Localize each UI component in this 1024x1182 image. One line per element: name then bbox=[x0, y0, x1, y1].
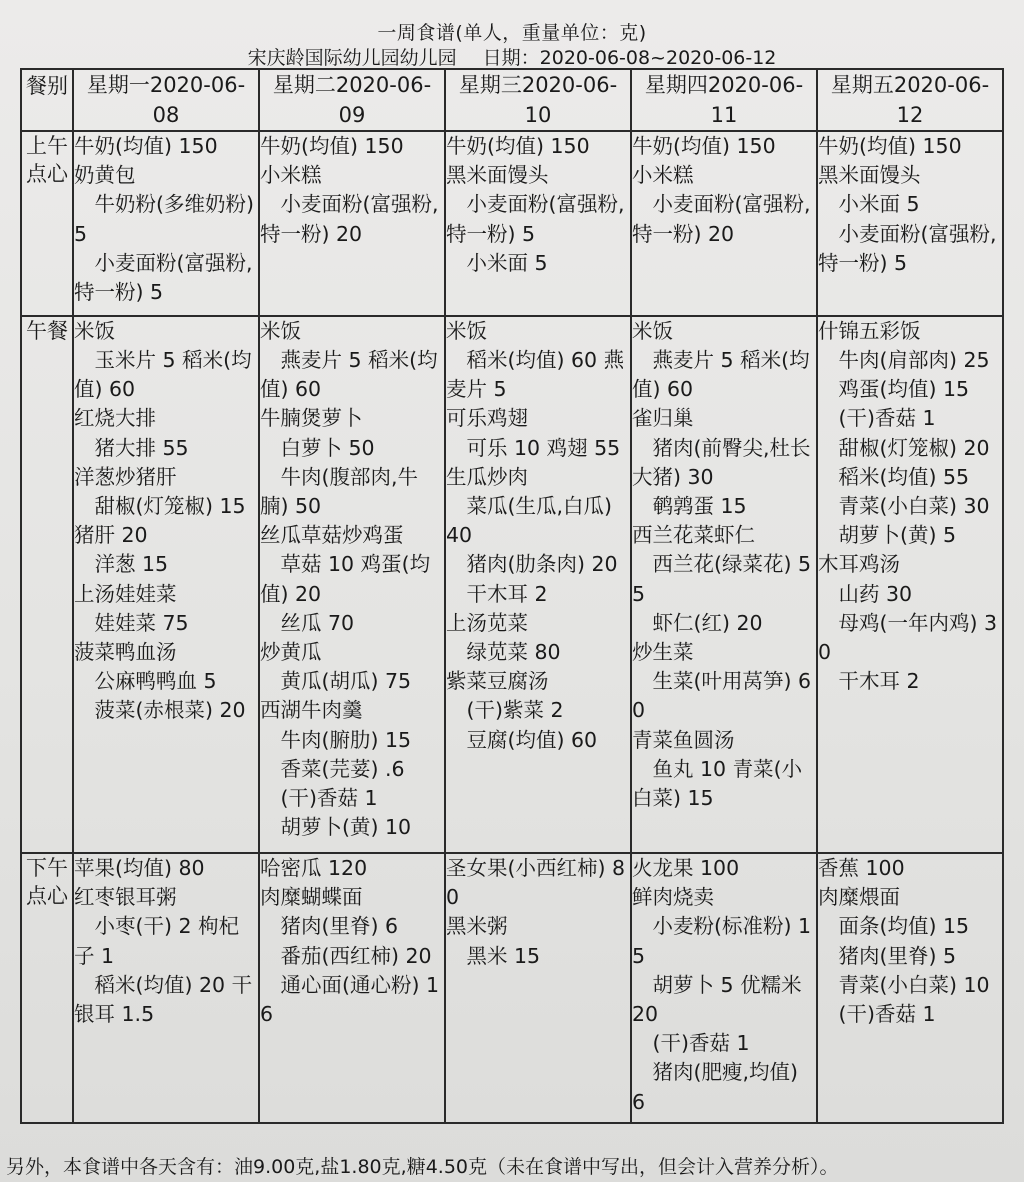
page-title: 一周食谱(单人，重量单位：克) bbox=[377, 22, 647, 44]
menu-cell bbox=[73, 131, 259, 316]
ingredient-item: 牛肉(腹部肉,牛腩) 50 bbox=[260, 464, 419, 518]
ingredient-item: 青菜(小白菜) 10 bbox=[838, 972, 990, 997]
ingredient-item: 稻米(均值) 55 bbox=[838, 464, 970, 489]
dish-item: 肉糜煨面 bbox=[818, 885, 900, 910]
ingredient-item: 胡萝卜 5 优糯米 20 bbox=[632, 972, 809, 1026]
ingredient-item: (干)香菇 1 bbox=[838, 1001, 936, 1026]
menu-cell bbox=[631, 316, 817, 853]
ingredient-item: (干)香菇 1 bbox=[838, 406, 936, 431]
ingredient-item: 燕麦片 5 稻米(均值) 60 bbox=[260, 347, 438, 402]
ingredient-item: 通心面(通心粉) 16 bbox=[260, 972, 440, 1026]
ingredient-item: 猪肉(里脊) 6 bbox=[280, 914, 399, 939]
ingredient-item: 丝瓜 70 bbox=[280, 610, 355, 635]
ingredient-item: 面条(均值) 15 bbox=[838, 914, 970, 939]
dish-item: 黑米面馒头 bbox=[446, 163, 549, 188]
dish-item: 牛奶(均值) 150 bbox=[260, 134, 404, 158]
dish-item: 紫菜豆腐汤 bbox=[446, 669, 549, 694]
ingredient-item: 香菜(芫荽) .6 bbox=[280, 756, 405, 781]
ingredient-item: 猪肉(肋条肉) 20 bbox=[466, 552, 618, 577]
ingredient-item: 黑米 15 bbox=[466, 943, 541, 968]
day-suffix: 12 bbox=[896, 103, 924, 127]
ingredient-item: 牛奶粉(多维奶粉) 5 bbox=[74, 192, 261, 246]
dish-item: 红枣银耳粥 bbox=[74, 885, 177, 910]
dish-item: 生瓜炒肉 bbox=[446, 464, 528, 489]
ingredient-item: 小米面 5 bbox=[838, 192, 920, 217]
dish-item: 上汤娃娃菜 bbox=[74, 581, 177, 606]
ingredient-item: 豆腐(均值) 60 bbox=[466, 727, 598, 752]
ingredient-item: 稻米(均值) 60 燕麦片 5 bbox=[446, 347, 625, 402]
ingredient-item: 牛肉(肩部肉) 25 bbox=[838, 347, 990, 372]
header-row bbox=[21, 69, 1003, 131]
dish-item: 牛奶(均值) 150 bbox=[632, 134, 776, 158]
ingredient-item: 菜瓜(生瓜,白瓜) 40 bbox=[446, 493, 619, 548]
dish-item: 黑米粥 bbox=[446, 914, 508, 939]
day-header-fri bbox=[817, 69, 1003, 131]
ingredient-item: 母鸡(一年内鸡) 30 bbox=[818, 610, 998, 664]
meal-label: 午餐 bbox=[21, 316, 73, 853]
ingredient-item: 鸡蛋(均值) 15 bbox=[838, 377, 970, 402]
dish-item: 小米糕 bbox=[260, 163, 322, 188]
menu-cell bbox=[817, 131, 1003, 316]
day-name: 星期四2020-06- bbox=[644, 73, 804, 97]
menu-body bbox=[21, 131, 1003, 1123]
menu-cell bbox=[817, 316, 1003, 853]
ingredient-item: 猪肉(肥瘦,均值) 6 bbox=[632, 1060, 805, 1114]
dish-item: 上汤苋菜 bbox=[446, 610, 528, 635]
ingredient-item: 小麦面粉(富强粉,特一粉) 5 bbox=[446, 192, 625, 246]
ingredient-item: 公麻鸭鸭血 5 bbox=[94, 669, 217, 694]
ingredient-item: 洋葱 15 bbox=[94, 552, 169, 577]
dish-item: 苹果(均值) 80 bbox=[74, 855, 205, 880]
day-name: 星期三2020-06- bbox=[458, 73, 618, 97]
dish-item: 小米糕 bbox=[632, 163, 694, 188]
ingredient-item: 黄瓜(胡瓜) 75 bbox=[280, 669, 412, 694]
dish-item: 炒生菜 bbox=[632, 639, 694, 664]
meal-row bbox=[21, 316, 1003, 853]
ingredient-item: 小麦面粉(富强粉,特一粉) 5 bbox=[818, 221, 997, 275]
dish-item: 丝瓜草菇炒鸡蛋 bbox=[260, 523, 404, 548]
ingredient-item: 草菇 10 鸡蛋(均值) 20 bbox=[260, 552, 431, 606]
dish-item: 哈密瓜 120 bbox=[260, 855, 368, 880]
dish-item: 奶黄包 bbox=[74, 163, 136, 188]
ingredient-item: 胡萝卜(黄) 10 bbox=[280, 815, 412, 840]
day-suffix: 10 bbox=[524, 103, 552, 127]
menu-cell bbox=[259, 853, 445, 1123]
day-name: 星期二2020-06- bbox=[272, 73, 432, 97]
dish-item: 米饭 bbox=[74, 318, 115, 343]
day-header-mon bbox=[73, 69, 259, 131]
menu-cell bbox=[631, 853, 817, 1123]
dish-item: 青菜鱼圆汤 bbox=[632, 727, 735, 752]
dish-item: 米饭 bbox=[260, 318, 301, 343]
dish-item: 什锦五彩饭 bbox=[818, 318, 921, 343]
dish-item: 西兰花菜虾仁 bbox=[632, 523, 755, 548]
date-range: 日期：2020-06-08~2020-06-12 bbox=[482, 47, 777, 69]
dish-item: 米饭 bbox=[446, 318, 487, 343]
ingredient-item: 菠菜(赤根菜) 20 bbox=[94, 698, 246, 723]
ingredient-item: 胡萝卜(黄) 5 bbox=[838, 523, 957, 548]
ingredient-item: (干)紫菜 2 bbox=[466, 698, 564, 723]
ingredient-item: 鱼丸 10 青菜(小白菜) 15 bbox=[632, 756, 803, 810]
day-suffix: 11 bbox=[710, 103, 738, 127]
ingredient-item: 绿苋菜 80 bbox=[466, 639, 561, 664]
ingredient-item: 虾仁(红) 20 bbox=[652, 610, 763, 635]
meal-row bbox=[21, 853, 1003, 1123]
dish-item: 炒黄瓜 bbox=[260, 639, 322, 664]
dish-item: 木耳鸡汤 bbox=[818, 552, 900, 577]
ingredient-item: 甜椒(灯笼椒) 20 bbox=[838, 435, 990, 460]
ingredient-item: 猪肉(里脊) 5 bbox=[838, 943, 957, 968]
ingredient-item: 小麦面粉(富强粉,特一粉) 20 bbox=[632, 192, 811, 246]
subtitle bbox=[0, 43, 1024, 70]
school-name: 宋庆龄国际幼儿园幼儿园 bbox=[247, 47, 457, 69]
dish-item: 香蕉 100 bbox=[818, 855, 905, 880]
ingredient-item: 山药 30 bbox=[838, 581, 913, 606]
ingredient-item: 牛肉(腑肋) 15 bbox=[280, 727, 412, 752]
footer-note: 另外，本食谱中各天含有：油9.00克,盐1.80克,糖4.50克（未在食谱中写出，但会计入营养分析）。 bbox=[6, 1156, 839, 1178]
dish-item: 牛奶(均值) 150 bbox=[74, 134, 218, 158]
meal-column-header: 餐别 bbox=[21, 69, 73, 131]
ingredient-item: 鹌鹑蛋 15 bbox=[652, 493, 747, 518]
dish-item: 红烧大排 bbox=[74, 406, 156, 431]
ingredient-item: 小米面 5 bbox=[466, 250, 548, 275]
ingredient-item: 稻米(均值) 20 干银耳 1.5 bbox=[74, 972, 253, 1026]
dish-item: 肉糜蝴蝶面 bbox=[260, 885, 363, 910]
meal-label: 下午点心 bbox=[21, 853, 73, 1123]
meal-label: 上午点心 bbox=[21, 131, 73, 316]
menu-cell bbox=[445, 316, 631, 853]
day-header-wed bbox=[445, 69, 631, 131]
dish-item: 雀归巢 bbox=[632, 406, 694, 431]
ingredient-item: 猪大排 55 bbox=[94, 435, 189, 460]
menu-cell bbox=[445, 131, 631, 316]
day-name: 星期一2020-06- bbox=[86, 73, 246, 97]
ingredient-item: 西兰花(绿菜花) 55 bbox=[632, 552, 812, 606]
menu-cell bbox=[445, 853, 631, 1123]
day-suffix: 08 bbox=[152, 103, 180, 127]
menu-cell bbox=[631, 131, 817, 316]
meal-row bbox=[21, 131, 1003, 316]
dish-item: 黑米面馒头 bbox=[818, 163, 921, 188]
dish-item: 洋葱炒猪肝 bbox=[74, 464, 177, 489]
ingredient-item: (干)香菇 1 bbox=[652, 1031, 750, 1056]
ingredient-item: 小枣(干) 2 枸杞子 1 bbox=[74, 914, 240, 968]
menu-cell bbox=[259, 316, 445, 853]
dish-item: 西湖牛肉羹 bbox=[260, 698, 363, 723]
menu-cell bbox=[817, 853, 1003, 1123]
dish-item: 米饭 bbox=[632, 318, 673, 343]
ingredient-item: 可乐 10 鸡翅 55 bbox=[466, 435, 621, 460]
dish-item: 圣女果(小西红柿) 80 bbox=[446, 855, 626, 910]
ingredient-item: 白萝卜 50 bbox=[280, 435, 375, 460]
dish-item: 菠菜鸭血汤 bbox=[74, 639, 177, 664]
day-header-thu bbox=[631, 69, 817, 131]
ingredient-item: 小麦面粉(富强粉,特一粉) 20 bbox=[260, 192, 439, 246]
dish-item: 火龙果 100 bbox=[632, 855, 740, 880]
ingredient-item: 玉米片 5 稻米(均值) 60 bbox=[74, 347, 252, 402]
ingredient-item: 干木耳 2 bbox=[466, 581, 548, 606]
ingredient-item: 小麦面粉(富强粉,特一粉) 5 bbox=[74, 250, 253, 305]
ingredient-item: 甜椒(灯笼椒) 15 猪肝 20 bbox=[74, 493, 253, 548]
ingredient-item: 娃娃菜 75 bbox=[94, 610, 189, 635]
ingredient-item: (干)香菇 1 bbox=[280, 785, 378, 810]
ingredient-item: 生菜(叶用莴笋) 60 bbox=[632, 669, 812, 723]
ingredient-item: 燕麦片 5 稻米(均值) 60 bbox=[632, 347, 810, 402]
ingredient-item: 番茄(西红柿) 20 bbox=[280, 943, 432, 968]
ingredient-item: 猪肉(前臀尖,杜长大猪) 30 bbox=[632, 435, 811, 489]
dish-item: 牛腩煲萝卜 bbox=[260, 406, 363, 431]
ingredient-item: 青菜(小白菜) 30 bbox=[838, 493, 990, 518]
day-suffix: 09 bbox=[338, 103, 366, 127]
day-header-tue bbox=[259, 69, 445, 131]
weekly-menu-table bbox=[20, 68, 1004, 1124]
dish-item: 可乐鸡翅 bbox=[446, 406, 528, 431]
dish-item: 鲜肉烧卖 bbox=[632, 885, 714, 910]
ingredient-item: 小麦粉(标准粉) 15 bbox=[632, 914, 812, 968]
dish-item: 牛奶(均值) 150 bbox=[446, 134, 590, 158]
dish-item: 牛奶(均值) 150 bbox=[818, 134, 962, 158]
ingredient-item: 干木耳 2 bbox=[838, 669, 920, 694]
menu-cell bbox=[73, 853, 259, 1123]
day-name: 星期五2020-06- bbox=[830, 73, 990, 97]
menu-cell bbox=[73, 316, 259, 853]
menu-cell bbox=[259, 131, 445, 316]
